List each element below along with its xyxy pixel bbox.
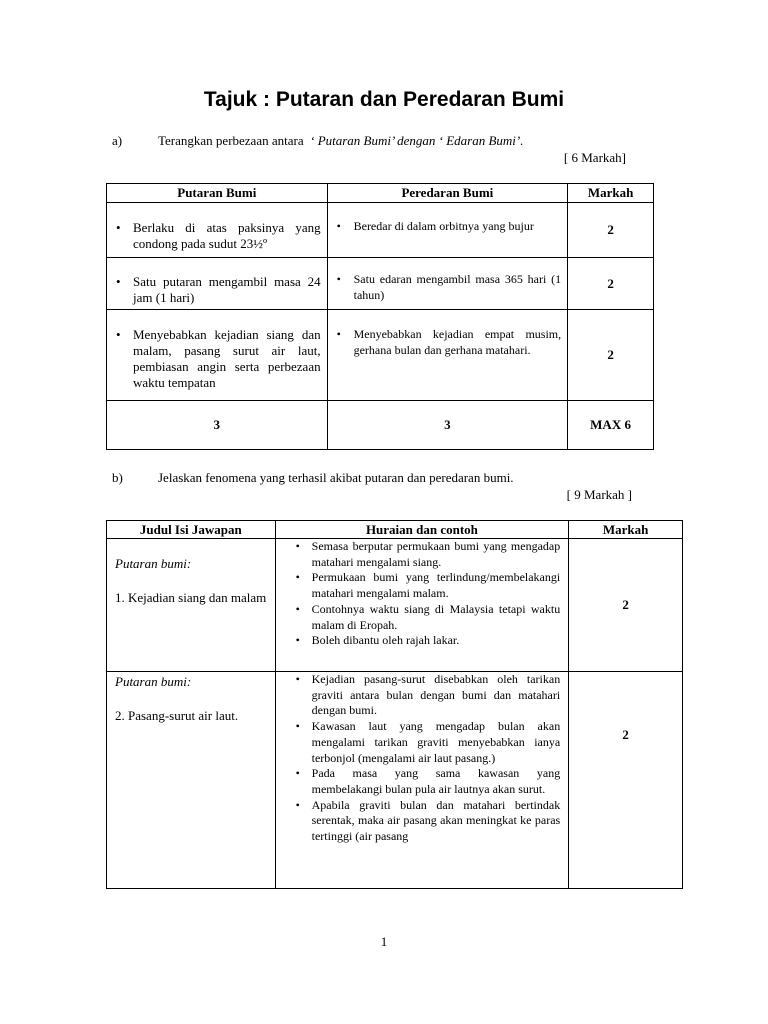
table-row: [107, 203, 654, 258]
table-b-markah-2: 2: [569, 672, 683, 889]
table-a-total-row: [107, 401, 654, 450]
page-title: Tajuk : Putaran dan Peredaran Bumi: [203, 88, 565, 111]
table-a-total-putaran: 3: [107, 401, 328, 450]
table-b-point: • Permukaan bumi yang terlindung/membelakangi matahari mengalami malam.: [276, 570, 561, 601]
question-a-label: a): [112, 133, 123, 148]
table-b-category-1: Putaran bumi:: [115, 556, 192, 571]
table-a-total-peredaran: 3: [327, 401, 568, 450]
table-row: [107, 672, 683, 889]
table-b-markah-1: 2: [569, 539, 683, 672]
table-a-peredaran-1: • Beredar di dalam orbitnya yang bujur: [330, 219, 562, 235]
table-b: [106, 520, 683, 889]
table-b-point: • Semasa berputar permukaan bumi yang mengadap matahari mengalami siang.: [276, 539, 561, 570]
table-a-markah-1: 2: [568, 203, 654, 258]
question-a-marks: [ 6 Markah]: [563, 150, 626, 165]
question-b-marks: [ 9 Markah ]: [566, 487, 632, 502]
question-b-text: Jelaskan fenomena yang terhasil akibat putaran dan peredaran bumi.: [158, 470, 514, 485]
question-a-text-italic: ‘ Putaran Bumi’ dengan ‘ Edaran Bumi’.: [310, 133, 524, 148]
page-number: 1: [380, 934, 388, 949]
table-a-header-putaran: Putaran Bumi: [107, 184, 328, 203]
table-a-header-peredaran: Peredaran Bumi: [327, 184, 568, 203]
table-b-point: • Contohnya waktu siang di Malaysia tetapi waktu malam di Eropah.: [276, 602, 561, 633]
table-a-peredaran-3: • Menyebabkan kejadian empat musim, gerhana bulan dan gerhana matahari.: [330, 327, 562, 358]
table-a-header-markah: Markah: [568, 184, 654, 203]
table-b-point: • Apabila graviti bulan dan matahari bertindak serentak, maka air pasang akan meningkat ke paras tertinggi (air pasang: [276, 798, 561, 845]
table-b-header-judul: Judul Isi Jawapan: [107, 521, 276, 539]
table-b-category-2: Putaran bumi:: [115, 674, 192, 689]
table-b-point: • Pada masa yang sama kawasan yang membelakangi bulan pula air lautnya akan surut.: [276, 766, 561, 797]
question-a-text-plain: Terangkan perbezaan antara: [158, 133, 304, 148]
table-a-putaran-1: • Berlaku di atas paksinya yang condong pada sudut 23½º: [109, 220, 321, 252]
table-b-header-row: [107, 521, 683, 539]
table-a-putaran-2: • Satu putaran mengambil masa 24 jam (1 hari): [109, 274, 321, 306]
table-a-putaran-3: • Menyebabkan kejadian siang dan malam, pasang surut air laut, pembiasan angin serta perbezaan waktu tempatan: [109, 327, 321, 391]
question-b-label: b): [112, 470, 123, 485]
table-b-point: • Kejadian pasang-surut disebabkan oleh tarikan graviti antara bulan dengan bumi dan matahari dengan bumi.: [276, 672, 561, 719]
table-b-item-2: 2. Pasang-surut air laut.: [115, 708, 239, 723]
table-b-point: • Kawasan laut yang mengadap bulan akan mengalami tarikan graviti menyebabkan ianya terbonjol (mengalami air laut pasang.): [276, 719, 561, 766]
table-a-markah-2: 2: [568, 258, 654, 310]
table-b-header-huraian: Huraian dan contoh: [275, 521, 569, 539]
question-a-text: [158, 133, 524, 149]
table-a-peredaran-2: • Satu edaran mengambil masa 365 hari (1 tahun): [330, 272, 562, 303]
table-row: [107, 258, 654, 310]
table-b-header-markah: Markah: [569, 521, 683, 539]
table-b-item-1: 1. Kejadian siang dan malam: [115, 590, 267, 605]
table-a-markah-3: 2: [568, 310, 654, 401]
table-a-header-row: [107, 184, 654, 203]
table-b-point: • Boleh dibantu oleh rajah lakar.: [276, 633, 561, 649]
table-row: [107, 539, 683, 672]
table-a: [106, 183, 654, 450]
table-a-total-markah: MAX 6: [568, 401, 654, 450]
table-row: [107, 310, 654, 401]
